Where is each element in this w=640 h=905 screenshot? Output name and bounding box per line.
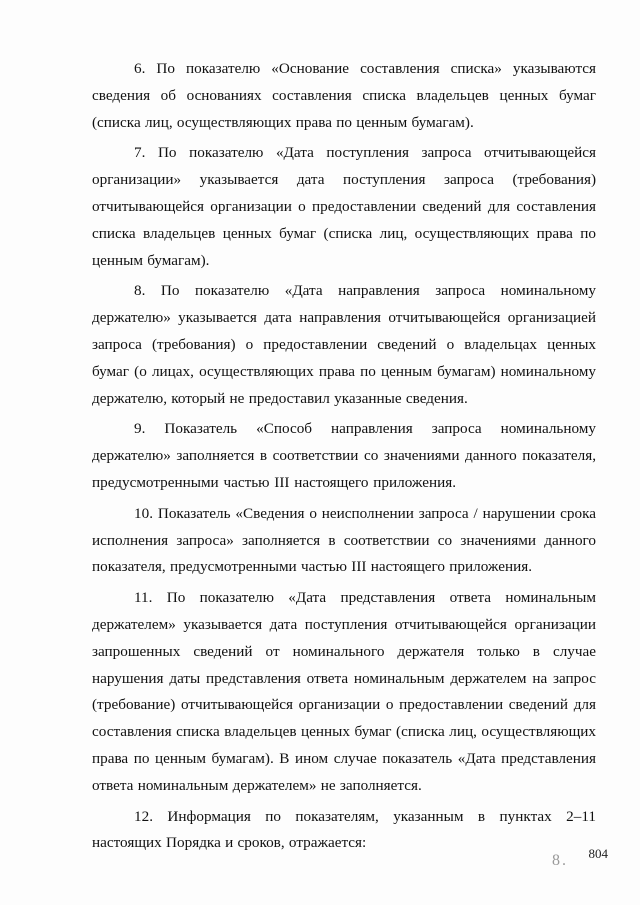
paragraph-7: 7. По показателю «Дата поступления запроса отчитывающейся организации» указывается дата поступления запроса (требования) отчитывающейся организации о предоставлении сведений для составления списка владельцев ценных бумаг (списка лиц, осуществляющих права по ценным бумагам). [92,144,596,269]
paragraph-6: 6. По показателю «Основание составления списка» указываются сведения об основаниях составления списка владельцев ценных бумаг (списка лиц, осуществляющих права по ценным бумагам). [92,60,596,131]
paragraph-10: 10. Показатель «Сведения о неисполнении запроса / нарушении срока исполнения запроса» заполняется в соответствии со значениями данного показателя, предусмотренными частью III настоящего приложения. [92,504,596,576]
paragraph-12: 12. Информация по показателям, указанным в пунктах 2–11 настоящих Порядка и сроков, отражается: [92,807,596,852]
paragraph-9: 9. Показатель «Способ направления запроса номинальному держателю» заполняется в соответствии со значениями данного показателя, предусмотренными частью III настоящего приложения. [92,420,596,491]
document-body [92,56,596,861]
stamp-mark: 8 . [552,852,565,869]
page-number: 804 [588,846,608,861]
paragraph-8: 8. По показателю «Дата направления запроса номинальному держателю» указывается дата направления отчитывающейся организацией запроса (требования) о предоставлении сведений о владельцах ценных бумаг (о лицах, осуществляющих права по ценным бумагам) номинальному держателю, который не предоставил указанные сведения. [92,282,596,407]
paragraph-11: 11. По показателю «Дата представления ответа номинальным держателем» указывается дата поступления отчитывающейся организации запрошенных сведений от номинального держателя только в случае нарушения даты представления ответа номинальным держателем на запрос (требование) отчитывающейся организации о предоставлении сведений для составления списка владельцев ценных бумаг (списка лиц, осуществляющих права по ценным бумагам). В ином случае показатель «Дата представления ответа номинальным держателем» не заполняется. [92,589,596,794]
